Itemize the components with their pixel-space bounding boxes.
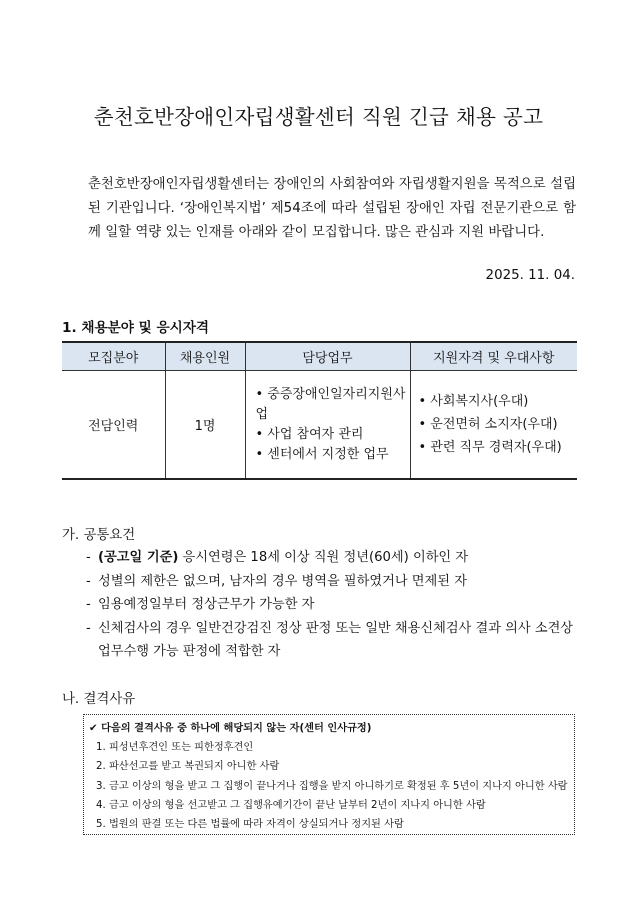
list-item: 5. 법원의 판결 또는 다른 법률에 따라 자격이 상실되거나 정지된 사람 <box>96 819 404 831</box>
requirement-text: 응시연령은 18세 이상 직원 정년(60세) 이하인 자 <box>178 550 469 565</box>
section-a-heading: 가. 공통요건 <box>62 528 136 543</box>
section-b-heading: 나. 결격사유 <box>62 692 136 707</box>
list-item <box>86 617 578 641</box>
dash-bullet: - <box>86 573 91 589</box>
cell-qualifications <box>410 371 577 480</box>
header-field: 모집분야 <box>62 342 165 371</box>
list-item: 2. 파산선고를 받고 복권되지 아니한 사람 <box>96 761 280 773</box>
table-row <box>62 371 577 480</box>
duty-item: • 사업 참여자 관리 <box>255 426 364 442</box>
list-item <box>86 546 578 570</box>
dash-bullet: - <box>86 597 91 612</box>
header-qualifications: 지원자격 및 우대사항 <box>410 342 577 371</box>
disqualification-box <box>83 714 575 835</box>
dash-bullet: - <box>86 620 91 636</box>
qualification-item: • 관련 직무 경력자(우대) <box>418 440 562 455</box>
dash-bullet: - <box>86 550 91 565</box>
header-duties: 담당업무 <box>245 342 410 371</box>
cell-field: 전담인력 <box>62 371 165 480</box>
cell-count: 1명 <box>165 371 245 480</box>
table-header-row <box>62 342 577 371</box>
duty-item: • 중증장애인일자리지원사업 <box>255 386 406 422</box>
box-title: ✔ 다음의 결격사유 중 하나에 해당되지 않는 자(센터 인사규정) <box>89 723 372 734</box>
qualification-item: • 운전면허 소지자(우대) <box>418 417 558 432</box>
header-count: 채용인원 <box>165 342 245 371</box>
emphasis-text: (공고일 기준) <box>98 550 179 565</box>
qualification-item: • 사회복지사(우대) <box>418 394 529 409</box>
requirement-text: 신체검사의 경우 일반건강검진 정상 판정 또는 일반 채용신체검사 결과 의사 소견상 <box>98 620 574 636</box>
common-requirements-list <box>86 546 578 664</box>
section-1-heading: 1. 채용분야 및 응시자격 <box>62 320 210 336</box>
list-item <box>86 593 578 617</box>
duty-item: • 센터에서 지정한 업무 <box>255 446 389 462</box>
notice-title: 춘천호반장애인자립생활센터 직원 긴급 채용 공고 <box>93 105 544 129</box>
list-item <box>86 570 578 594</box>
list-item: 4. 금고 이상의 형을 선고받고 그 집행유예기간이 끝난 날부터 2년이 지나지 아니한 사람 <box>96 799 486 811</box>
recruitment-table <box>62 341 577 480</box>
requirement-text: 임용예정일부터 정상근무가 가능한 자 <box>98 597 315 612</box>
notice-date: 2025. 11. 04. <box>485 268 575 283</box>
list-item: 1. 피성년후견인 또는 피한정후견인 <box>96 742 254 754</box>
requirement-continuation: 업무수행 가능 판정에 적합한 자 <box>98 644 281 659</box>
list-item: 3. 금고 이상의 형을 받고 그 집행이 끝나거나 집행을 받지 아니하기로 확정된 후 5년이 지나지 아니한 사람 <box>96 780 568 792</box>
requirement-text: 성별의 제한은 없으며, 남자의 경우 병역을 필하였거나 면제된 자 <box>98 573 467 589</box>
intro-paragraph: 춘천호반장애인자립생활센터는 장애인의 사회참여와 자립생활지원을 목적으로 설립된 기관입니다. ‘장애인복지법’ 제54조에 따라 설립된 장애인 자립 전문기관으로 함께 일할 역량 있는 인재를 아래와 같이 모집합니다. 많은 관심과 지원 바랍니다. <box>88 177 576 240</box>
cell-duties <box>245 371 410 480</box>
